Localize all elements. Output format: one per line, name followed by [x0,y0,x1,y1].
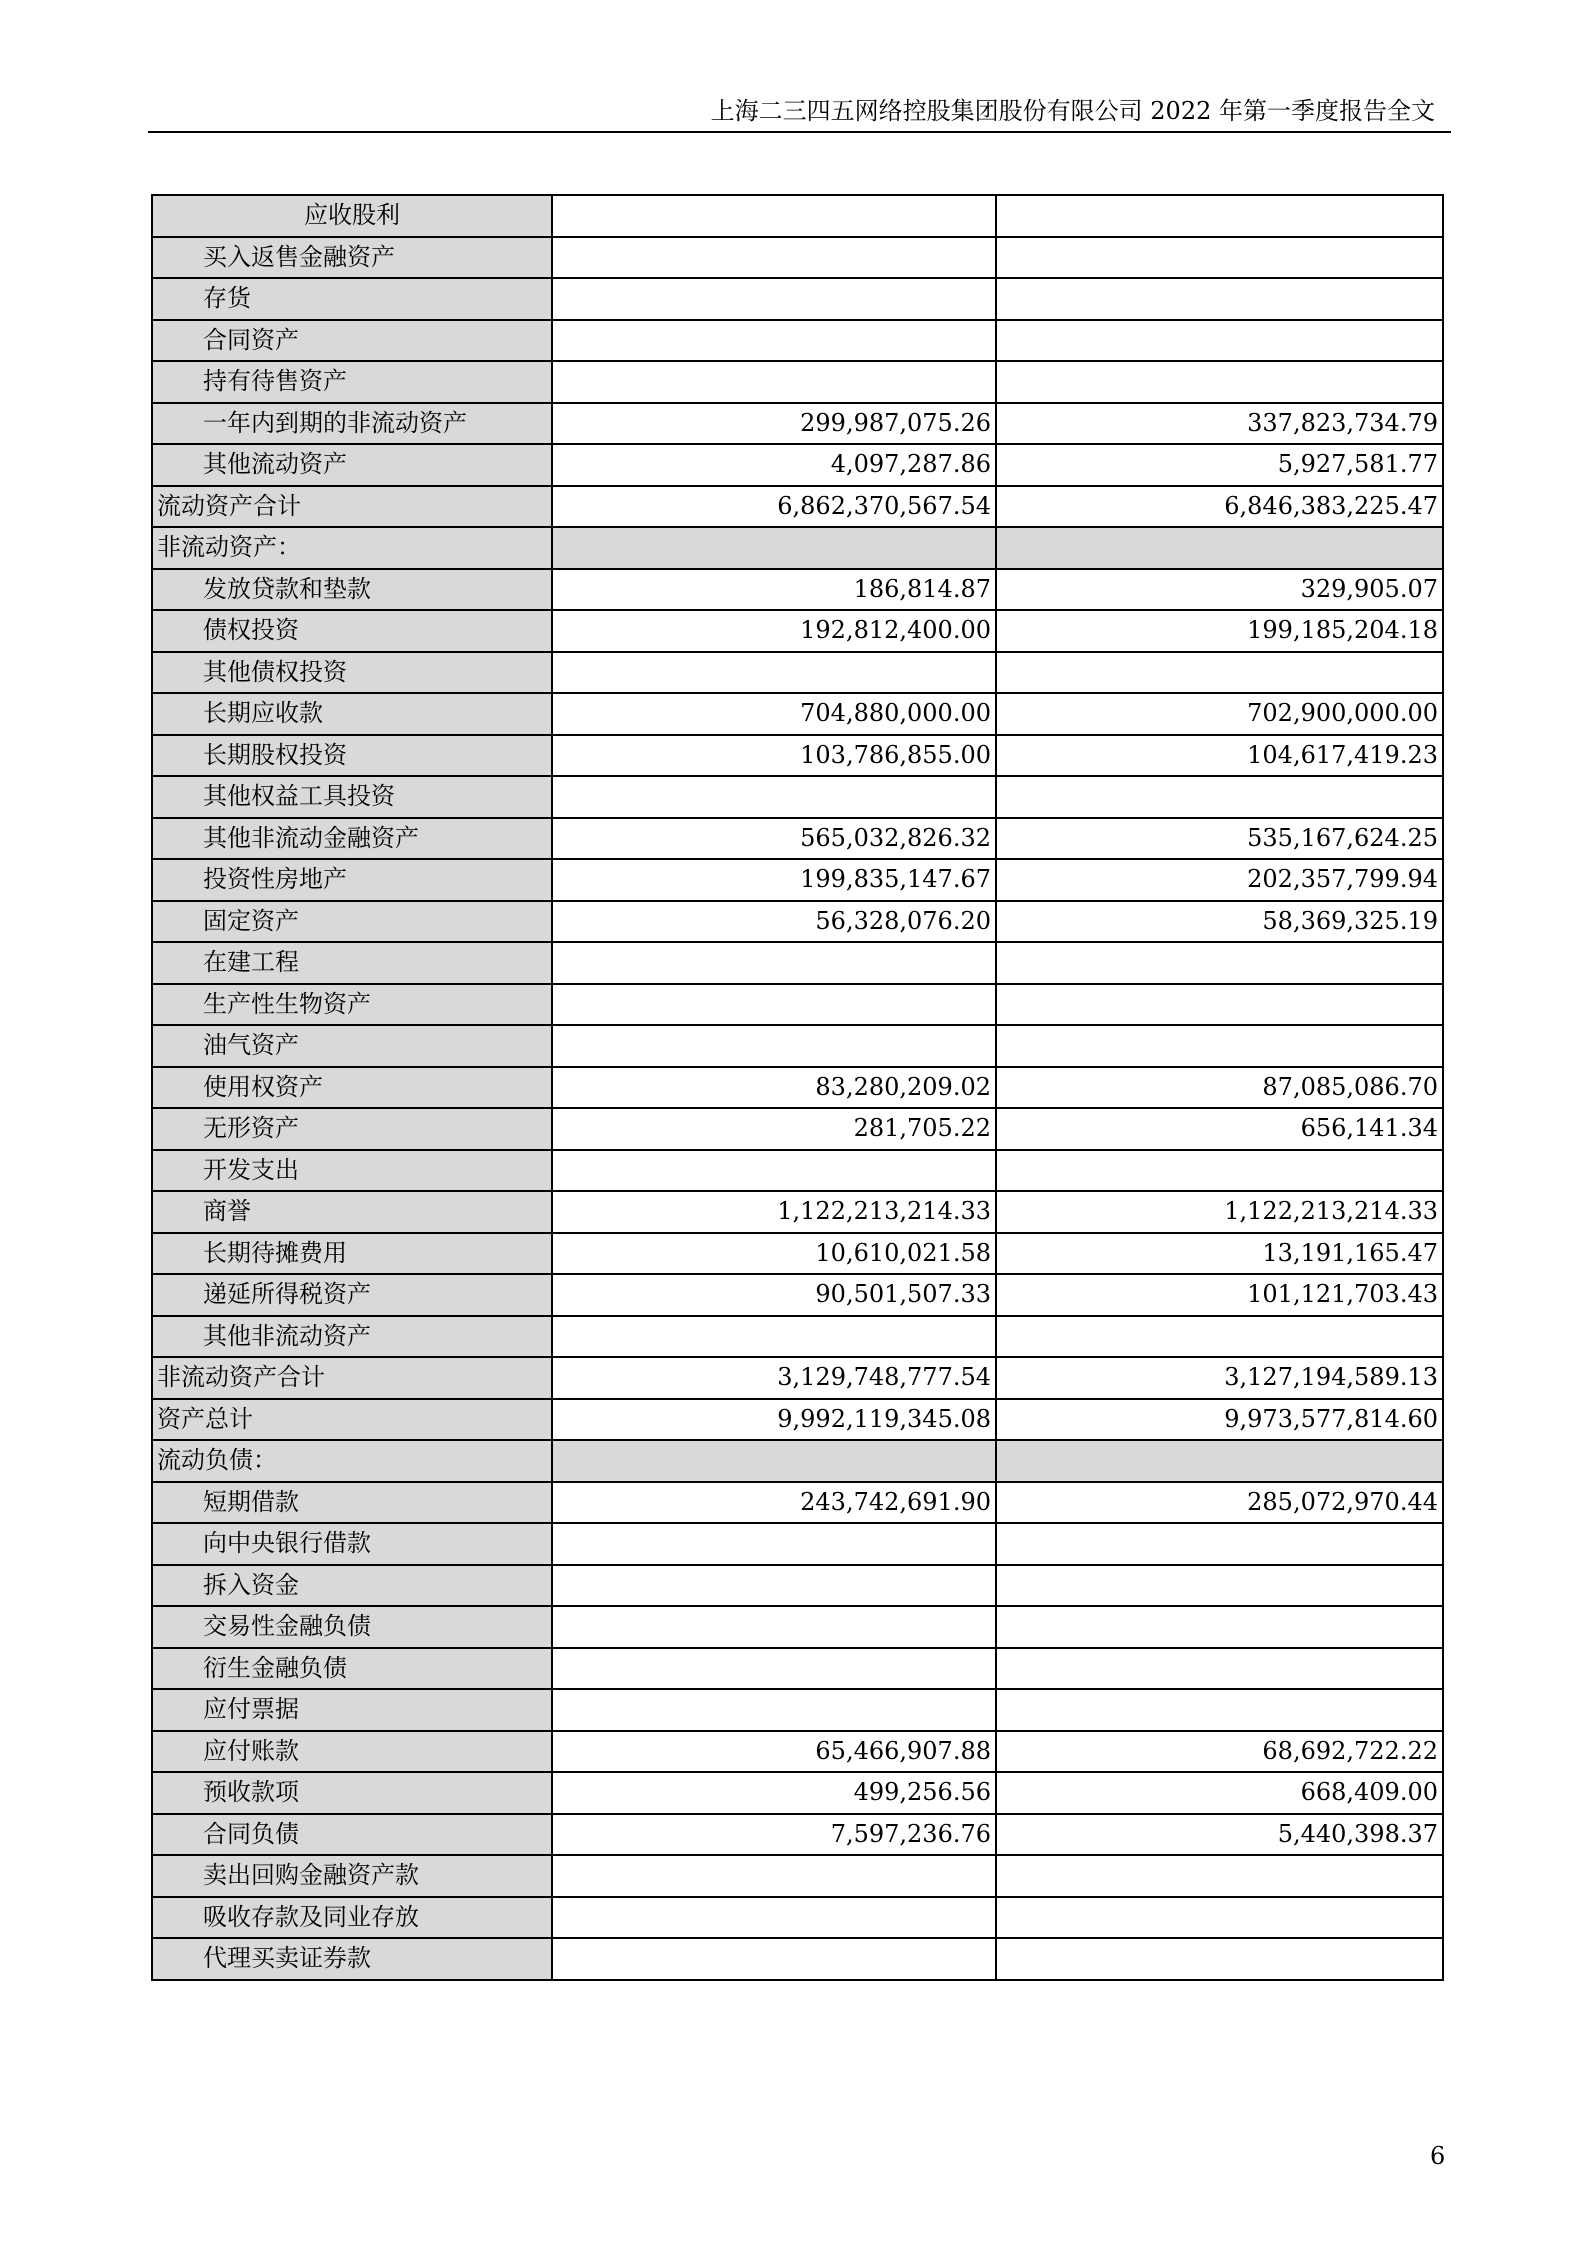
table-row [152,403,1443,445]
table-row [152,1523,1443,1565]
row-value-current: 186,814.87 [552,569,996,611]
row-value-prior: 5,440,398.37 [996,1814,1443,1856]
table-row [152,901,1443,943]
row-label: 非流动资产合计 [152,1357,552,1399]
table-row [152,1772,1443,1814]
table-row [152,1316,1443,1358]
table-row [152,237,1443,279]
table-row [152,1233,1443,1275]
row-value-prior: 702,900,000.00 [996,693,1443,735]
row-value-prior [996,1897,1443,1939]
table-row [152,1606,1443,1648]
row-label: 代理买卖证券款 [152,1938,552,1980]
row-label: 其他流动资产 [152,444,552,486]
row-label: 长期待摊费用 [152,1233,552,1275]
row-value-prior [996,1316,1443,1358]
row-value-current [552,1440,996,1482]
table-section-header [152,527,1443,569]
row-label: 投资性房地产 [152,859,552,901]
row-value-prior [996,1938,1443,1980]
row-value-current [552,1523,996,1565]
row-value-current: 3,129,748,777.54 [552,1357,996,1399]
row-value-current [552,942,996,984]
row-value-current: 103,786,855.00 [552,735,996,777]
row-value-prior [996,984,1443,1026]
row-value-prior: 3,127,194,589.13 [996,1357,1443,1399]
row-value-current [552,984,996,1026]
row-value-prior [996,320,1443,362]
row-label: 其他非流动金融资产 [152,818,552,860]
row-value-current [552,361,996,403]
row-value-prior [996,278,1443,320]
table-row [152,195,1443,237]
row-value-prior [996,1565,1443,1607]
table-row [152,818,1443,860]
row-label: 发放贷款和垫款 [152,569,552,611]
table-row [152,569,1443,611]
row-label: 债权投资 [152,610,552,652]
row-value-current [552,320,996,362]
page-number: 6 [1430,2142,1446,2170]
section-label: 流动负债： [152,1440,552,1482]
table-row [152,1191,1443,1233]
row-label: 油气资产 [152,1025,552,1067]
row-label: 商誉 [152,1191,552,1233]
row-label: 资产总计 [152,1399,552,1441]
table-row [152,610,1443,652]
row-value-current [552,1855,996,1897]
row-value-prior: 202,357,799.94 [996,859,1443,901]
row-value-current [552,776,996,818]
row-value-prior [996,361,1443,403]
row-value-current: 199,835,147.67 [552,859,996,901]
table-row [152,1067,1443,1109]
table-row-total [152,1399,1443,1441]
row-value-prior [996,1855,1443,1897]
row-value-prior: 656,141.34 [996,1108,1443,1150]
table-row-subtotal [152,1357,1443,1399]
row-value-prior: 668,409.00 [996,1772,1443,1814]
row-value-current: 704,880,000.00 [552,693,996,735]
row-value-current [552,1025,996,1067]
table-row [152,942,1443,984]
table-row [152,1814,1443,1856]
table-row [152,444,1443,486]
table-row [152,984,1443,1026]
row-value-prior: 329,905.07 [996,569,1443,611]
row-value-prior: 101,121,703.43 [996,1274,1443,1316]
table-row [152,1855,1443,1897]
row-label: 向中央银行借款 [152,1523,552,1565]
row-value-current [552,1316,996,1358]
row-value-current [552,237,996,279]
row-label: 递延所得税资产 [152,1274,552,1316]
row-value-current: 65,466,907.88 [552,1731,996,1773]
table-row [152,652,1443,694]
row-value-current: 299,987,075.26 [552,403,996,445]
table-section-header [152,1440,1443,1482]
table-row [152,1731,1443,1773]
row-label: 其他债权投资 [152,652,552,694]
table-row [152,1938,1443,1980]
row-label: 使用权资产 [152,1067,552,1109]
row-label: 其他权益工具投资 [152,776,552,818]
row-value-prior [996,1150,1443,1192]
row-label: 其他非流动资产 [152,1316,552,1358]
row-label: 衍生金融负债 [152,1648,552,1690]
section-label: 非流动资产： [152,527,552,569]
row-value-prior: 104,617,419.23 [996,735,1443,777]
row-value-prior [996,1606,1443,1648]
row-value-current [552,1938,996,1980]
row-label: 交易性金融负债 [152,1606,552,1648]
row-value-current: 9,992,119,345.08 [552,1399,996,1441]
row-value-prior: 5,927,581.77 [996,444,1443,486]
row-value-prior [996,1523,1443,1565]
row-label: 吸收存款及同业存放 [152,1897,552,1939]
row-value-current [552,278,996,320]
table-row [152,1025,1443,1067]
row-label: 合同负债 [152,1814,552,1856]
row-label: 存货 [152,278,552,320]
row-value-current [552,1606,996,1648]
row-value-current: 56,328,076.20 [552,901,996,943]
row-value-current [552,1689,996,1731]
table-row [152,735,1443,777]
row-value-prior: 6,846,383,225.47 [996,486,1443,528]
row-value-current [552,195,996,237]
row-value-prior [996,652,1443,694]
table-row [152,859,1443,901]
table-row [152,278,1443,320]
row-value-prior [996,1025,1443,1067]
row-value-current: 243,742,691.90 [552,1482,996,1524]
row-value-prior: 68,692,722.22 [996,1731,1443,1773]
row-label: 在建工程 [152,942,552,984]
row-value-prior [996,527,1443,569]
row-label: 应付票据 [152,1689,552,1731]
row-value-prior [996,1689,1443,1731]
row-label: 固定资产 [152,901,552,943]
row-label: 无形资产 [152,1108,552,1150]
row-value-current: 4,097,287.86 [552,444,996,486]
row-label: 应付账款 [152,1731,552,1773]
row-value-current [552,527,996,569]
row-label: 一年内到期的非流动资产 [152,403,552,445]
report-header-title: 上海二三四五网络控股集团股份有限公司 2022 年第一季度报告全文 [710,97,1435,125]
row-label: 长期股权投资 [152,735,552,777]
row-value-prior [996,195,1443,237]
row-label: 持有待售资产 [152,361,552,403]
row-value-prior: 87,085,086.70 [996,1067,1443,1109]
row-value-prior [996,776,1443,818]
table-row [152,361,1443,403]
row-value-current [552,1897,996,1939]
row-value-current [552,1150,996,1192]
row-value-current: 83,280,209.02 [552,1067,996,1109]
row-label: 长期应收款 [152,693,552,735]
row-value-current: 10,610,021.58 [552,1233,996,1275]
row-value-current: 7,597,236.76 [552,1814,996,1856]
row-value-prior: 337,823,734.79 [996,403,1443,445]
row-label: 生产性生物资产 [152,984,552,1026]
row-value-prior: 285,072,970.44 [996,1482,1443,1524]
table-row [152,1482,1443,1524]
row-value-prior: 13,191,165.47 [996,1233,1443,1275]
row-value-prior: 199,185,204.18 [996,610,1443,652]
row-value-current [552,1565,996,1607]
table-row [152,1689,1443,1731]
row-label: 应收股利 [152,195,552,237]
table-row [152,693,1443,735]
row-label: 开发支出 [152,1150,552,1192]
row-value-current [552,1648,996,1690]
table-row [152,1274,1443,1316]
row-label: 流动资产合计 [152,486,552,528]
row-label: 预收款项 [152,1772,552,1814]
row-value-prior [996,942,1443,984]
table-row [152,320,1443,362]
table-row-subtotal [152,486,1443,528]
row-value-prior: 58,369,325.19 [996,901,1443,943]
table-row [152,776,1443,818]
table-row [152,1897,1443,1939]
row-value-prior: 9,973,577,814.60 [996,1399,1443,1441]
row-label: 卖出回购金融资产款 [152,1855,552,1897]
row-value-current [552,652,996,694]
row-value-current: 6,862,370,567.54 [552,486,996,528]
row-label: 短期借款 [152,1482,552,1524]
row-value-current: 281,705.22 [552,1108,996,1150]
table-row [152,1565,1443,1607]
row-value-prior: 1,122,213,214.33 [996,1191,1443,1233]
row-value-current: 499,256.56 [552,1772,996,1814]
row-label: 拆入资金 [152,1565,552,1607]
balance-sheet-table [151,194,1444,1981]
row-value-current: 565,032,826.32 [552,818,996,860]
row-label: 买入返售金融资产 [152,237,552,279]
row-value-prior [996,237,1443,279]
row-value-prior [996,1440,1443,1482]
row-value-current: 1,122,213,214.33 [552,1191,996,1233]
row-value-prior [996,1648,1443,1690]
table-row [152,1648,1443,1690]
table-row [152,1108,1443,1150]
row-value-current: 192,812,400.00 [552,610,996,652]
header-divider [148,131,1451,133]
row-value-prior: 535,167,624.25 [996,818,1443,860]
row-value-current: 90,501,507.33 [552,1274,996,1316]
table-row [152,1150,1443,1192]
row-label: 合同资产 [152,320,552,362]
